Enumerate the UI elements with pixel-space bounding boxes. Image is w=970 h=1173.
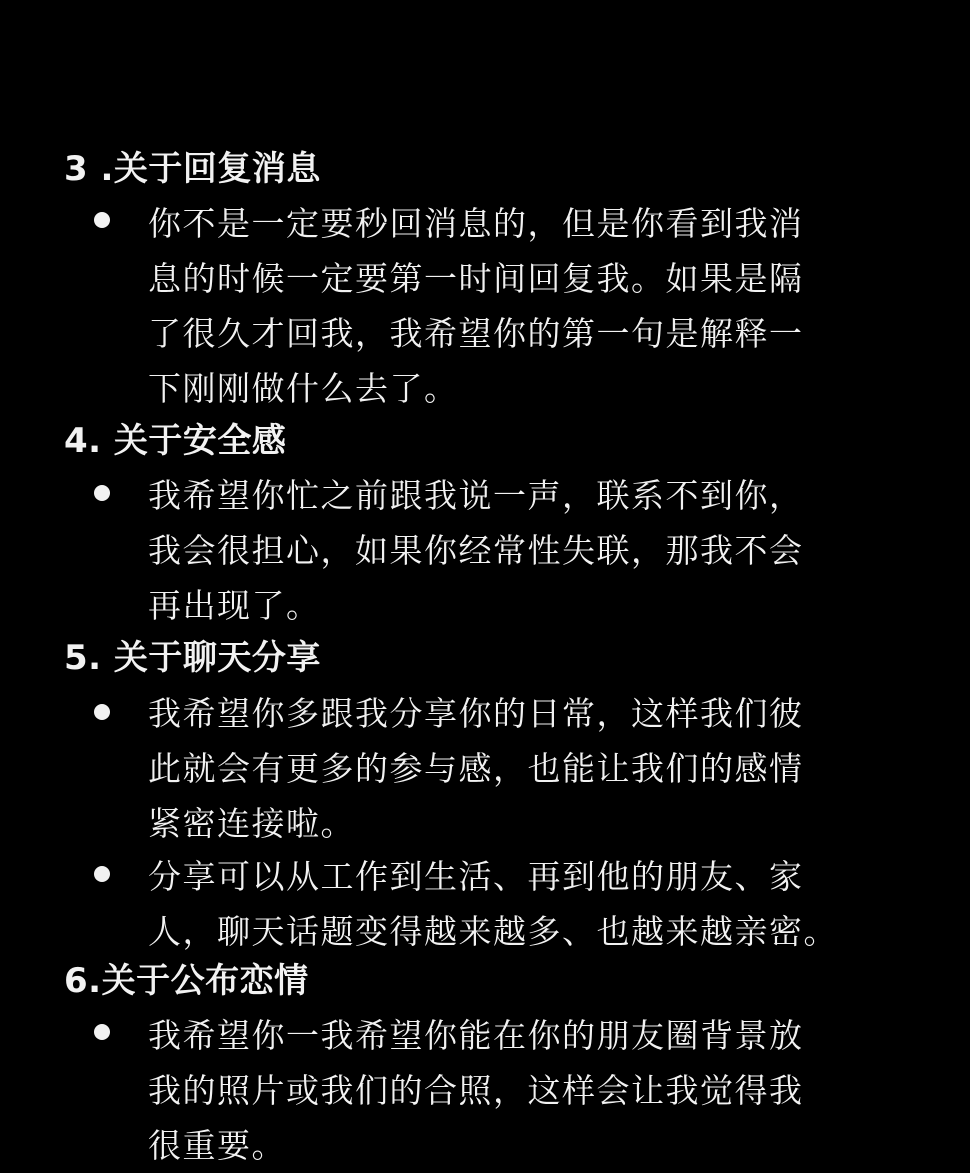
section-5-item-2	[148, 849, 888, 959]
text-line: 再出现了。	[148, 586, 321, 625]
text-line: 紧密连接啦。	[148, 804, 355, 843]
bullet-icon	[94, 212, 110, 228]
section-5-heading: 5. 关于聊天分享	[64, 638, 321, 678]
bullet-icon	[94, 866, 110, 882]
text-line: 我的照片或我们的合照，这样会让我觉得我	[148, 1071, 804, 1110]
text-line: 我希望你一我希望你能在你的朋友圈背景放	[148, 1016, 804, 1055]
text-line: 我希望你多跟我分享你的日常，这样我们彼	[148, 694, 804, 733]
text-line: 我会很担心，如果你经常性失联，那我不会	[148, 531, 804, 570]
section-3-item-1	[148, 196, 888, 416]
bullet-icon	[94, 485, 110, 501]
section-6-item-1	[148, 1008, 888, 1173]
text-line: 很重要。	[148, 1126, 286, 1165]
section-4-item-1	[148, 468, 888, 633]
text-line: 下刚刚做什么去了。	[148, 369, 459, 408]
text-line: 此就会有更多的参与感，也能让我们的感情	[148, 749, 804, 788]
section-5-item-1	[148, 686, 888, 851]
section-6-heading: 6.关于公布恋情	[64, 961, 309, 1001]
text-line: 人，聊天话题变得越来越多、也越来越亲密。	[148, 912, 838, 951]
text-line: 分享可以从工作到生活、再到他的朋友、家	[148, 857, 804, 896]
text-line: 了很久才回我，我希望你的第一句是解释一	[148, 314, 804, 353]
bullet-icon	[94, 704, 110, 720]
text-line: 我希望你忙之前跟我说一声，联系不到你，	[148, 476, 804, 515]
section-4-heading: 4. 关于安全感	[64, 421, 287, 461]
text-line: 你不是一定要秒回消息的，但是你看到我消	[148, 204, 804, 243]
section-3-heading: 3 .关于回复消息	[64, 149, 321, 189]
text-line: 息的时候一定要第一时间回复我。如果是隔	[148, 259, 804, 298]
bullet-icon	[94, 1024, 110, 1040]
